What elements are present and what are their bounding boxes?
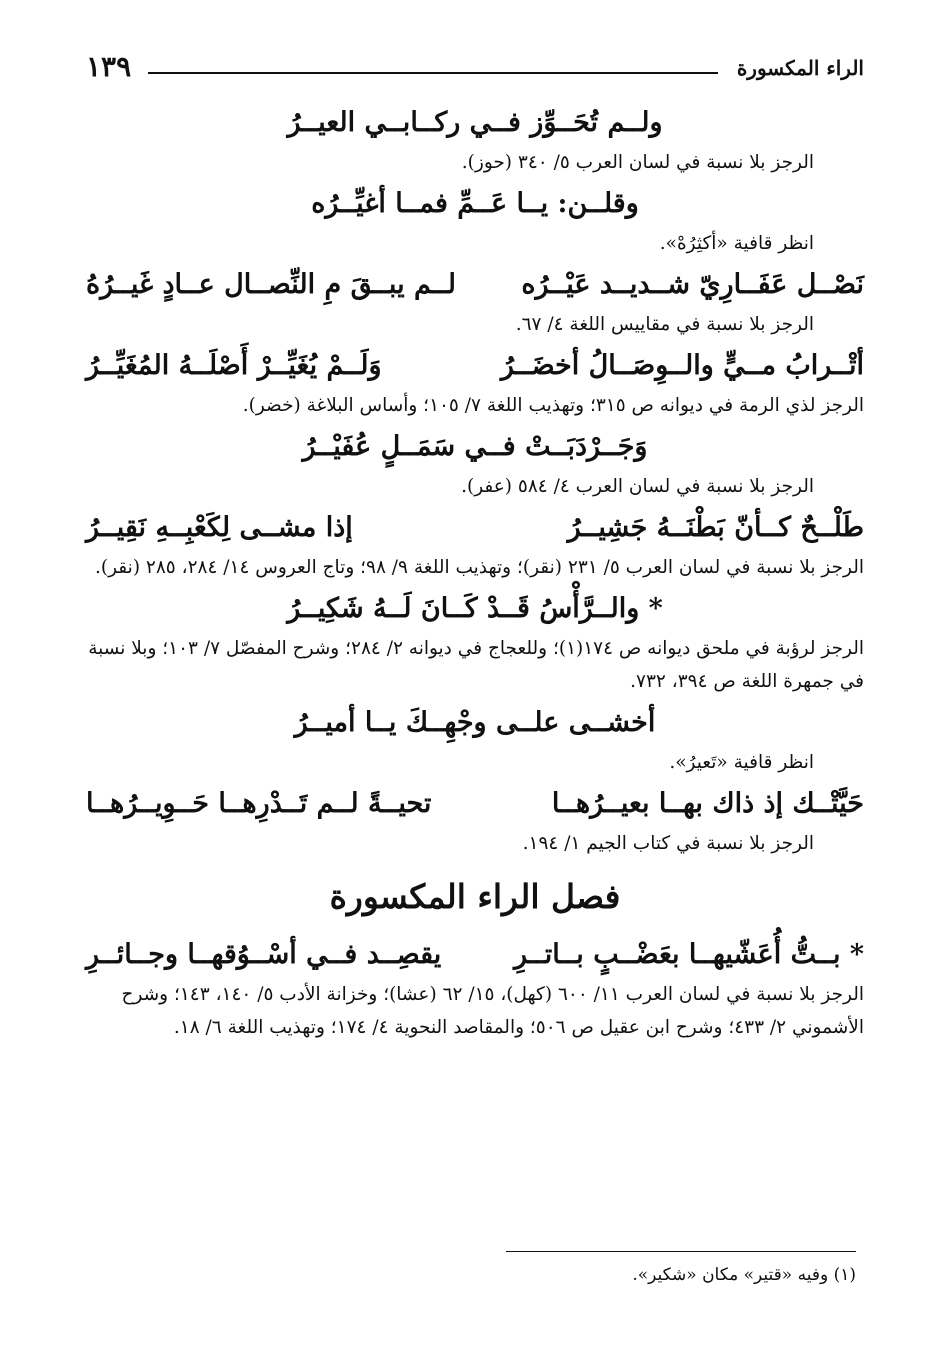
verse-second-hemistich: تحيــةً لــم تَــدْرِهــا حَــوِيــرُهــا: [86, 788, 432, 819]
verse-first-hemistich: نَصْــل عَفَــارِيّ شــديــد عَيْــرُه: [521, 269, 864, 300]
source-note: الرجز بلا نسبة في مقاييس اللغة ٤/ ٦٧.: [515, 314, 814, 335]
verse-couplet: [86, 505, 864, 551]
verse-first-hemistich: * بــتُّ أُعَشّيهــا بعَضْــبٍ بــاتــرِ: [514, 939, 864, 970]
source-note: الرجز لذي الرمة في ديوانه ص ٣١٥؛ وتهذيب اللغة ٧/ ١٠٥؛ وأساس البلاغة (خضر).: [242, 395, 864, 416]
verse-first-hemistich: أتْــرابُ مــيٍّ والــوِصَــالُ أخضَــرُ: [500, 350, 864, 381]
verse-line: وقلــن: يــا عَــمِّ فمــا أغيِّــرُه: [311, 188, 639, 219]
verse-couplet: [86, 262, 864, 308]
source-note: الرجز لرؤبة في ملحق ديوانه ص ١٧٤(١)؛ وللعجاج في ديوانه ٢/ ٢٨٤؛ وشرح المفصّل ٧/ ١٠٣؛ وبلا نسبة في جمهرة اللغة ص ٣٩٤، ٧٣٢.: [88, 638, 864, 692]
footnote-rule: [506, 1251, 856, 1252]
verse-couplet: [86, 932, 864, 978]
header-rule: [148, 72, 718, 74]
source-note: انظر قافية «أكثِرُهْ».: [659, 233, 814, 254]
footnote: (١) وفيه «قتير» مكان «شكير».: [632, 1265, 856, 1285]
verse-couplet: [86, 781, 864, 827]
page-number: ١٣٩: [86, 50, 132, 83]
source-note: الرجز بلا نسبة في لسان العرب ٥/ ٢٣١ (نقر)؛ وتهذيب اللغة ٩/ ٩٨؛ وتاج العروس ١٤/ ٢٨٤، ٢٨٥ (نقر).: [95, 557, 864, 578]
verse-second-hemistich: لــم يبــقَ مِ النِّصــال عــادٍ غَيــرُهُ: [86, 269, 456, 300]
verse-line: وَجَــرْدَبَــتْ فــي سَمَــلٍ عُفَيْــرُ: [302, 431, 648, 462]
verse-second-hemistich: يقصِــد فــي أسْــوُقهــا وجــائــرِ: [86, 939, 442, 970]
source-note: الرجز بلا نسبة في كتاب الجيم ١/ ١٩٤.: [522, 833, 814, 854]
page-body: [86, 100, 864, 1046]
verse-second-hemistich: إذا مشــى لِكَعْبِــهِ نَقِيــرُ: [86, 512, 353, 543]
source-note: الرجز بلا نسبة في لسان العرب ١١/ ٦٠٠ (كهل)، ١٥/ ٦٢ (عشا)؛ وخزانة الأدب ٥/ ١٤٠، ١٤٣؛ وشرح الأشموني ٢/ ٤٣٣؛ وشرح ابن عقيل ص ٥٠٦؛ والمقاصد النحوية ٤/ ١٧٤؛ وتهذيب اللغة ٦/ ١٨.: [121, 984, 864, 1038]
verse-line: ولــم تُحَــوِّز فــي ركــابــي العيــرُ: [287, 107, 663, 138]
verse-first-hemistich: طَلْــحٌ كــأنّ بَطْنَــهُ جَشِيــرُ: [567, 512, 864, 543]
section-heading: فصل الراء المكسورة: [329, 877, 621, 916]
verse-first-hemistich: حَيَّتْــك إذ ذاك بهــا بعيــرُهــا: [551, 788, 864, 819]
verse-line: أخشــى علــى وجْهِــكَ يــا أميــرُ: [294, 707, 656, 738]
source-note: انظر قافية «تَعيرُ».: [669, 752, 814, 773]
running-header: [86, 50, 864, 90]
source-note: الرجز بلا نسبة في لسان العرب ٤/ ٥٨٤ (عفر).: [461, 476, 814, 497]
verse-couplet: [86, 343, 864, 389]
verse-line: * والــرَّأْسُ قَــدْ كَــانَ لَــهُ شَكِيــرُ: [287, 593, 663, 624]
source-note: الرجز بلا نسبة في لسان العرب ٥/ ٣٤٠ (حوز).: [461, 152, 814, 173]
verse-second-hemistich: وَلَــمْ يُغَيِّــرْ أَصْلَــهُ المُغَيِّــرُ: [86, 350, 382, 381]
chapter-title: الراء المكسورة: [736, 56, 864, 80]
